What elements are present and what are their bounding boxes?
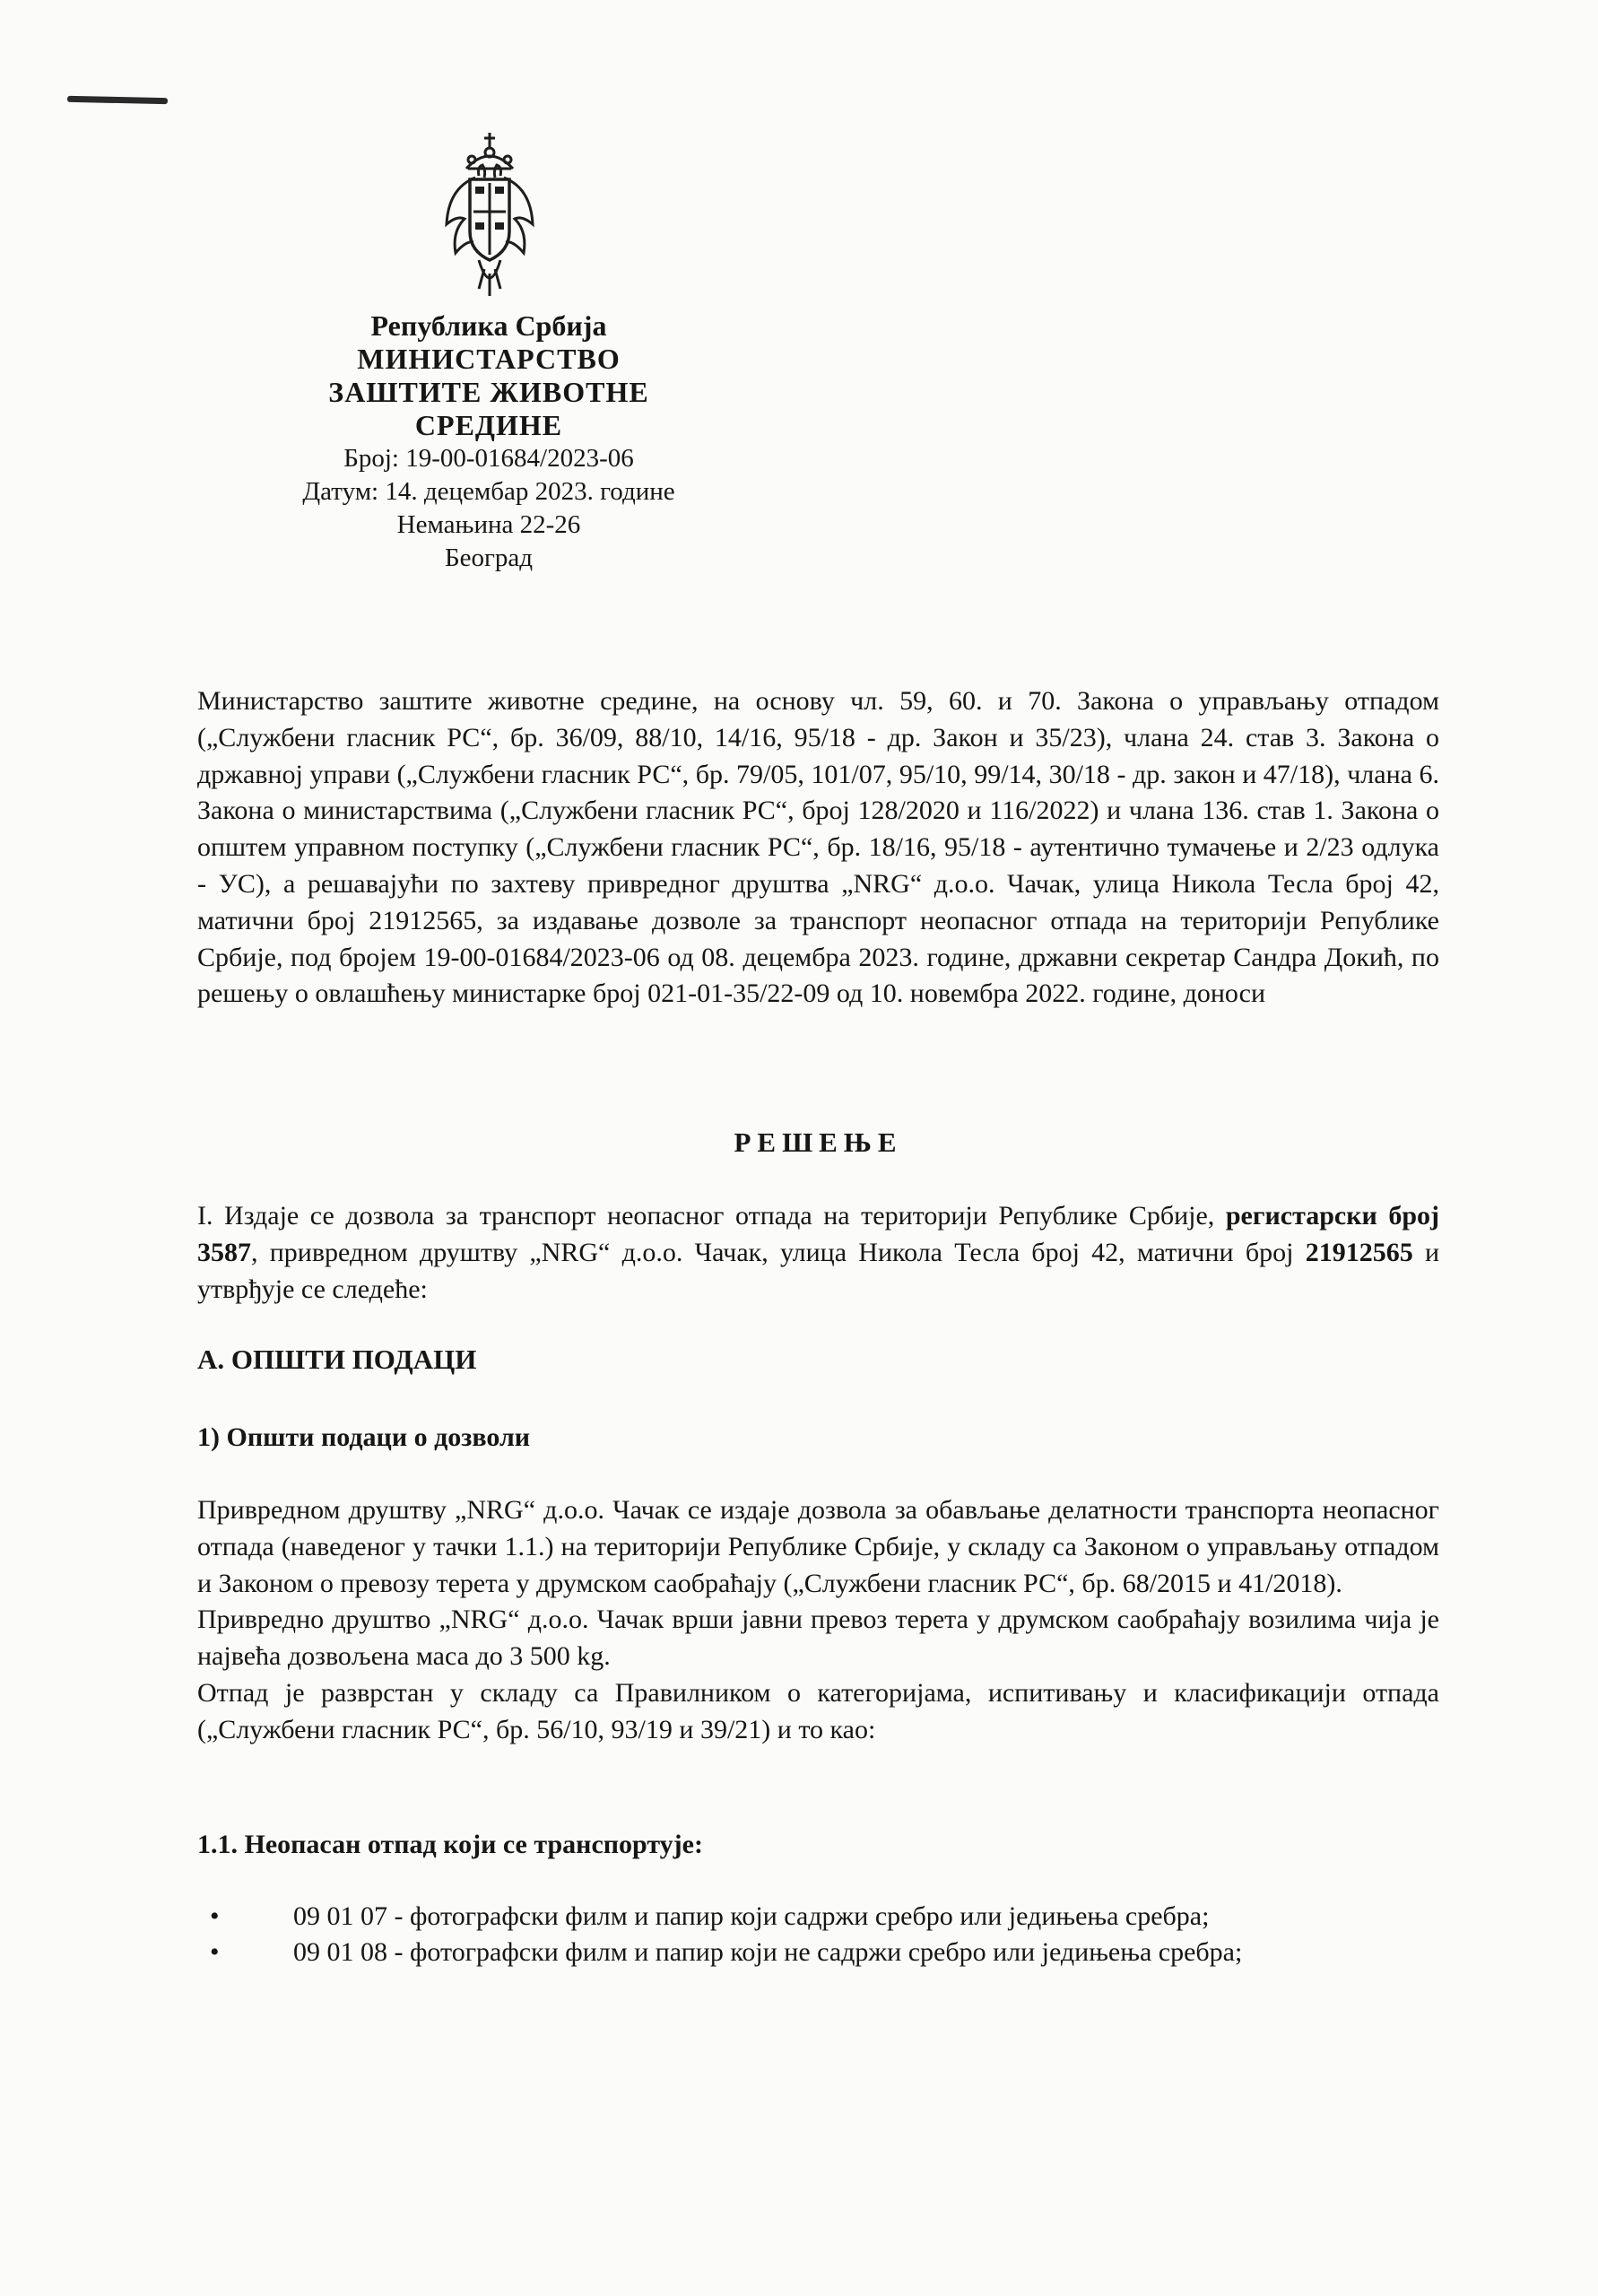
subsection-1-title: 1) Општи подаци о дозволи	[197, 1422, 531, 1452]
section-a-title: А. ОПШТИ ПОДАЦИ	[197, 1344, 477, 1375]
waste-item-text: 09 01 08 - фотографски филм и папир који не садржи сребро или једињења сребра;	[293, 1937, 1243, 1967]
general-paragraph-2: Привредно друштво „NRG“ д.о.о. Чачак врши јавни превоз терета у друмском саобраћају возилима чија је највећа дозвољена маса до 3 500 kg.	[197, 1605, 1439, 1672]
ministry-city: Београд	[444, 544, 534, 572]
bullet-icon: •	[210, 1901, 220, 1931]
decision-title: РЕШЕЊЕ	[734, 1126, 903, 1158]
document-date: Датум: 14. децембар 2023. године	[302, 477, 675, 506]
ministry-name-line1: МИНИСТАРСТВО	[357, 343, 621, 375]
decision-paragraph	[197, 1198, 1439, 1308]
list-item	[197, 1935, 1439, 1970]
registration-label: регистарски број 3587	[197, 1201, 1439, 1267]
bullet-icon: •	[210, 1937, 220, 1967]
registry-id: 21912565	[1305, 1237, 1413, 1267]
serbian-coat-of-arms-icon	[439, 126, 540, 305]
subsection-1-1-title: 1.1. Неопасан отпад који се транспортује:	[197, 1830, 703, 1859]
decision-text-part1: I. Издаје се дозвола за транспорт неопасног отпада на територији Републике Србије,	[197, 1201, 1226, 1231]
intro-paragraph: Министарство заштите животне средине, на основу чл. 59, 60. и 70. Закона о управљању отпадом („Службени гласник РС“, бр. 36/09, 88/10, 14/16, 95/18 - др. Закон и 35/23), члана 24. став 3. Закона о државној управи („Службени гласник РС“, бр. 79/05, 101/07, 95/10, 99/14, 30/18 - др. закон и 47/18), члана 6. Закона о министарствима („Службени гласник РС“, број 128/2020 и 116/2022) и члана 136. став 1. Закона о општем управном поступку („Службени гласник РС“, бр. 18/16, 95/18 - аутентично тумачење и 2/23 одлука - УС), а решавајући по захтеву привредног друштва „NRG“ д.о.о. Чачак, улица Никола Тесла број 42, матични број 21912565, за издавање дозволе за транспорт неопасног отпада на територији Републике Србије, под бројем 19-00-01684/2023-06 од 08. децембра 2023. године, државни секретар Сандра Докић, по решењу о овлашћењу министарке број 021-01-35/22-09 од 10. новембра 2022. године, доноси	[197, 686, 1439, 1009]
republic-name: Република Србија	[370, 309, 607, 342]
pen-mark	[67, 96, 168, 104]
decision-text-part2: , привредном друштву „NRG“ д.о.о. Чачак, улица Никола Тесла број 42, матични број	[251, 1237, 1306, 1267]
general-info-block	[197, 1492, 1439, 1749]
ministry-name-line2: ЗАШТИТЕ ЖИВОТНЕ СРЕДИНЕ	[328, 376, 649, 441]
waste-list	[197, 1899, 1439, 1970]
letterhead	[296, 309, 682, 575]
general-paragraph-1: Привредном друштву „NRG“ д.о.о. Чачак се издаје дозвола за обављање делатности транспорта неопасног отпада (наведеног у тачки 1.1.) на територији Републике Србије, у складу са Законом о управљању отпадом и Законом о превозу терета у друмском саобраћају („Службени гласник РС“, бр. 68/2015 и 41/2018).	[197, 1495, 1439, 1598]
general-paragraph-3: Отпад је разврстан у складу са Правилником о категоријама, испитивању и класификацији отпада („Службени гласник РС“, бр. 56/10, 93/19 и 39/21) и то као:	[197, 1677, 1439, 1744]
decision-text-part3: и утврђује се следеће:	[197, 1237, 1439, 1304]
ministry-address: Немањина 22-26	[396, 510, 581, 539]
document-number: Број: 19-00-01684/2023-06	[343, 444, 634, 473]
waste-item-text: 09 01 07 - фотографски филм и папир који садржи сребро или једињења сребра;	[293, 1901, 1210, 1931]
list-item	[197, 1899, 1439, 1935]
